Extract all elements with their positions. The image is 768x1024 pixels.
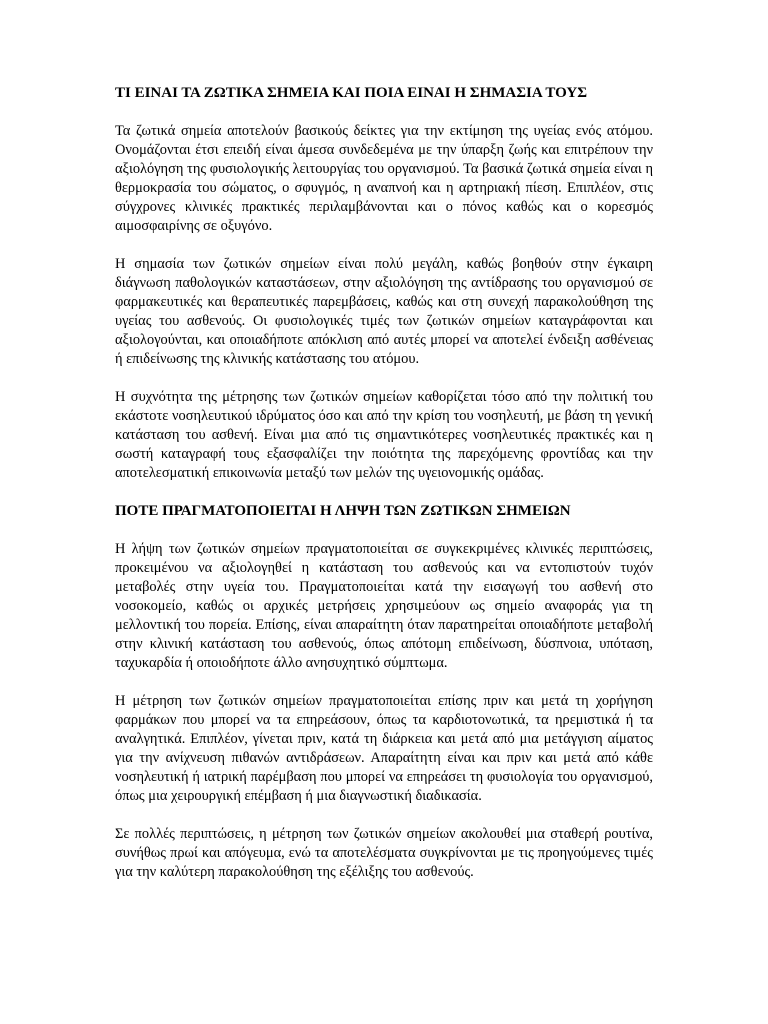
section-heading-when-measured: ΠΟΤΕ ΠΡΑΓΜΑΤΟΠΟΙΕΙΤΑΙ Η ΛΗΨΗ ΤΩΝ ΖΩΤΙΚΩΝ ΣΗΜΕΙΩΝ [115, 503, 571, 519]
section-heading-vital-signs: ΤΙ ΕΙΝΑΙ ΤΑ ΖΩΤΙΚΑ ΣΗΜΕΙΑ ΚΑΙ ΠΟΙΑ ΕΙΝΑΙ Η ΣΗΜΑΣΙΑ ΤΟΥΣ [115, 85, 588, 101]
paragraph-medication-procedures: Η μέτρηση των ζωτικών σημείων πραγματοποιείται επίσης πριν και μετά τη χορήγηση φαρμάκων που μπορεί να τα επηρεάσουν, όπως τα καρδιοτονωτικά, τα ηρεμιστικά ή τα αναλγητικά. Επιπλέον, γίνεται πριν, κατά τη διάρκεια και μετά από μια μετάγγιση αίματος για την ανίχνευση πιθανών αντιδράσεων. Απαραίτητη είναι και πριν και μετά από κάθε νοσηλευτική ή ιατρική παρέμβαση που μπορεί να επηρεάσει τη φυσιολογία του οργανισμού, όπως μια χειρουργική επέμβαση ή μια διαγνωστική διαδικασία. [115, 693, 653, 804]
paragraph-importance: Η σημασία των ζωτικών σημείων είναι πολύ μεγάλη, καθώς βοηθούν στην έγκαιρη διάγνωση παθολογικών καταστάσεων, στην αξιολόγηση της αντίδρασης του οργανισμού σε φαρμακευτικές και θεραπευτικές παρεμβάσεις, καθώς και στη συνεχή παρακολούθηση της υγείας του ασθενούς. Οι φυσιολογικές τιμές των ζωτικών σημείων καταγράφονται και αξιολογούνται, και οποιαδήποτε απόκλιση από αυτές μπορεί να αποτελεί ένδειξη ασθένειας ή επιδείνωσης της κλινικής κατάστασης του ατόμου. [115, 256, 653, 367]
paragraph-routine: Σε πολλές περιπτώσεις, η μέτρηση των ζωτικών σημείων ακολουθεί μια σταθερή ρουτίνα, συνήθως πρωί και απόγευμα, ενώ τα αποτελέσματα συγκρίνονται με τις προηγούμενες τιμές για την καλύτερη παρακολούθηση της εξέλιξης του ασθενούς. [115, 826, 653, 880]
paragraph-clinical-cases: Η λήψη των ζωτικών σημείων πραγματοποιείται σε συγκεκριμένες κλινικές περιπτώσεις, προκειμένου να αξιολογηθεί η κατάσταση του ασθενούς και να εντοπιστούν τυχόν μεταβολές στην υγεία του. Πραγματοποιείται κατά την εισαγωγή του ασθενή στο νοσοκομείο, καθώς οι αρχικές μετρήσεις χρησιμεύουν ως σημείο αναφοράς για τη μελλοντική του πορεία. Επίσης, είναι απαραίτητη όταν παρατηρείται οποιαδήποτε μεταβολή στην κλινική κατάσταση του ασθενούς, όπως απότομη επιδείνωση, δύσπνοια, υπόταση, ταχυκαρδία ή οποιοδήποτε άλλο ανησυχητικό σύμπτωμα. [115, 541, 653, 671]
document-page [115, 84, 653, 901]
paragraph-definition: Τα ζωτικά σημεία αποτελούν βασικούς δείκτες για την εκτίμηση της υγείας ενός ατόμου. Ονομάζονται έτσι επειδή είναι άμεσα συνδεδεμένα με την ύπαρξη ζωής και επιτρέπουν την αξιολόγηση της φυσιολογικής λειτουργίας του οργανισμού. Τα βασικά ζωτικά σημεία είναι η θερμοκρασία του σώματος, ο σφυγμός, η αναπνοή και η αρτηριακή πίεση. Επιπλέον, στις σύγχρονες κλινικές πρακτικές περιλαμβάνονται και ο πόνος καθώς και ο κορεσμός αιμοσφαιρίνης σε οξυγόνο. [115, 123, 653, 234]
paragraph-frequency: Η συχνότητα της μέτρησης των ζωτικών σημείων καθορίζεται τόσο από την πολιτική του εκάστοτε νοσηλευτικού ιδρύματος όσο και από την κρίση του νοσηλευτή, με βάση τη γενική κατάσταση του ασθενή. Είναι μια από τις σημαντικότερες νοσηλευτικές πρακτικές και η σωστή καταγραφή τους εξασφαλίζει την ποιότητα της παρεχόμενης φροντίδας και την αποτελεσματική επικοινωνία μεταξύ των μελών της υγειονομικής ομάδας. [115, 389, 653, 481]
